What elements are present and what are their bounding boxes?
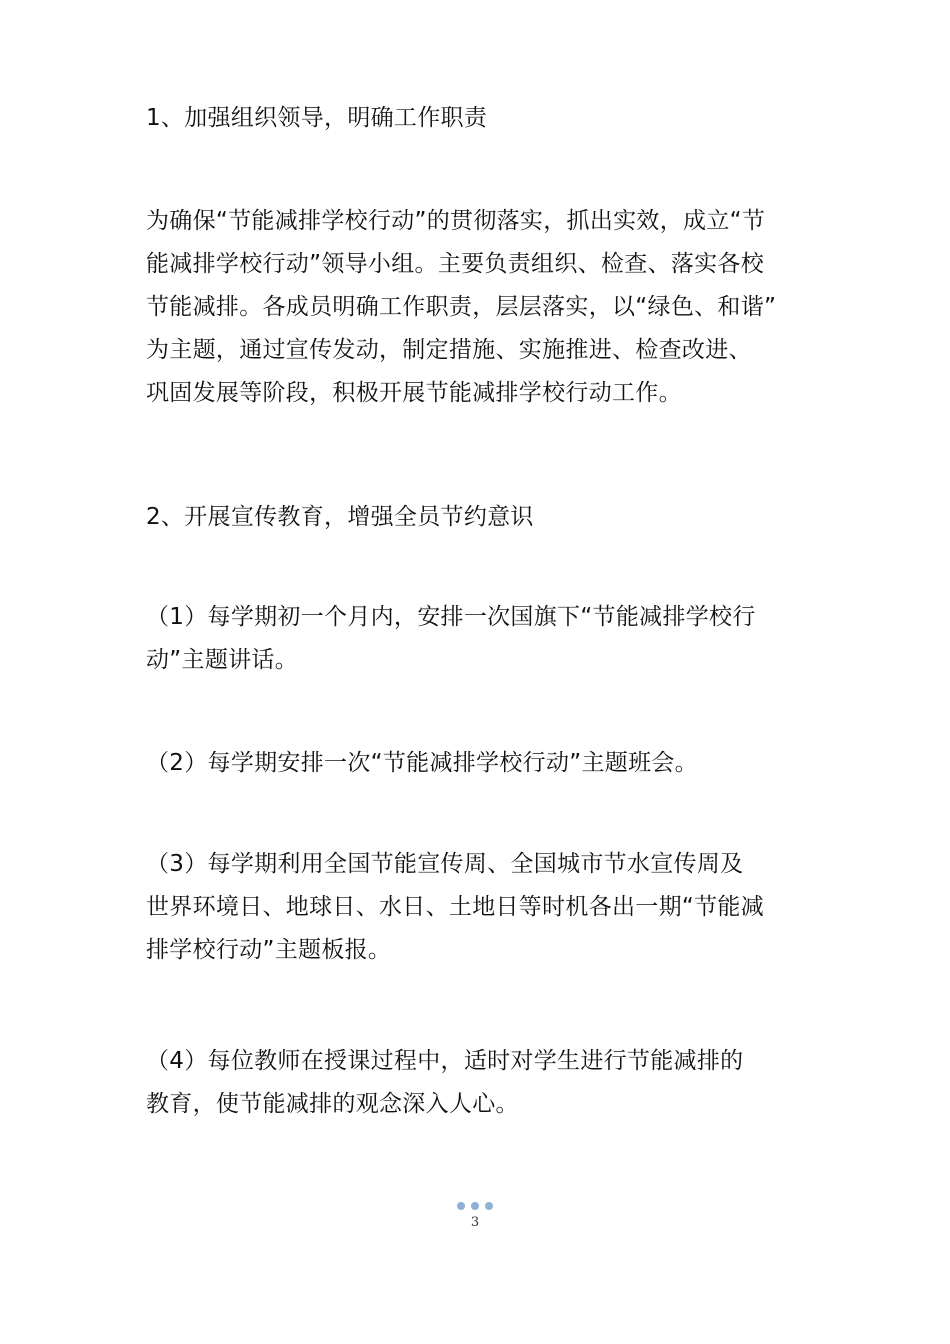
text-line: （4）每位教师在授课过程中，适时对学生进行节能减排的 [146, 1048, 744, 1074]
text-line: 排学校行动”主题板报。 [146, 937, 392, 963]
text-line: 世界环境日、地球日、水日、土地日等时机各出一期“节能减 [146, 894, 765, 920]
list-item-1 [146, 596, 814, 682]
list-item-3 [146, 843, 814, 972]
text-line: 教育，使节能减排的观念深入人心。 [146, 1091, 519, 1117]
text-line: 巩固发展等阶段，积极开展节能减排学校行动工作。 [146, 380, 682, 406]
text-line: 动”主题讲话。 [146, 647, 299, 673]
section-heading-1 [146, 97, 814, 140]
text-line: 节能减排。各成员明确工作职责，层层落实，以“绿色、和谐” [146, 294, 777, 320]
section-heading-2 [146, 496, 814, 539]
text-line: （2）每学期安排一次“节能减排学校行动”主题班会。 [146, 750, 698, 776]
dot-icon [457, 1202, 465, 1210]
text-line: 为确保“节能减排学校行动”的贯彻落实，抓出实效，成立“节 [146, 208, 766, 234]
page-number: 3 [470, 1215, 480, 1230]
text-line: （3）每学期利用全国节能宣传周、全国城市节水宣传周及 [146, 851, 744, 877]
text-line: 能减排学校行动”领导小组。主要负责组织、检查、落实各校 [146, 251, 765, 277]
text-line: （1）每学期初一个月内，安排一次国旗下“节能减排学校行 [146, 604, 756, 630]
text-line: 2、开展宣传教育，增强全员节约意识 [146, 504, 534, 530]
dot-icon [485, 1202, 493, 1210]
list-item-4 [146, 1040, 814, 1126]
paragraph-leadership [146, 200, 814, 415]
text-line: 1、加强组织领导，明确工作职责 [146, 105, 488, 131]
text-line: 为主题，通过宣传发动，制定措施、实施推进、检查改进、 [146, 337, 752, 363]
dot-icon [471, 1202, 479, 1210]
footer-ornament-dots-icon [457, 1201, 493, 1211]
list-item-2 [146, 742, 814, 785]
